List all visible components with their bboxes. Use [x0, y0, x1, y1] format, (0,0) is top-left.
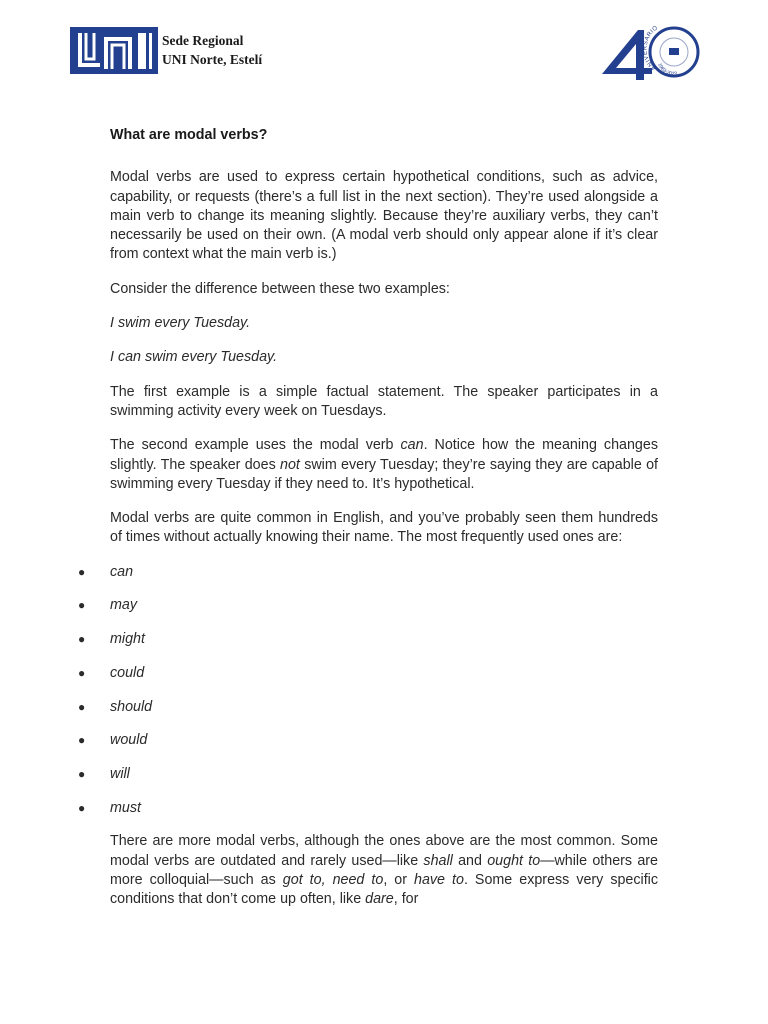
- modal-verb: should: [110, 698, 153, 715]
- anniversary-ring-text: ANIVERSARIO: [642, 25, 660, 72]
- bullet: ●: [78, 699, 86, 714]
- emphasis-not: not: [280, 456, 300, 473]
- text-span: , or: [383, 871, 414, 888]
- example-2: I can swim every Tuesday.: [110, 349, 278, 366]
- text-span: . Notice how the meaning changes slightly. The speaker does: [110, 437, 658, 473]
- text-span: The second example uses the modal verb: [110, 437, 401, 454]
- modal-verb: will: [110, 765, 130, 782]
- paragraph-more-modals: [110, 832, 658, 909]
- bullet: ●: [78, 632, 86, 647]
- institution-line1: Sede Regional: [162, 33, 244, 48]
- modal-verb: can: [110, 563, 134, 580]
- paragraph-intro: Modal verbs are used to express certain hypothetical conditions, such as advice, capability, or requests (there’s a full list in the next section). They’re used alongside a main verb to change its meaning slightly. Because they’re auxiliary verbs, they can’t necessarily be used on their own. (A modal verb should only appear alone if it’s clear from context what the main verb is.): [110, 169, 658, 263]
- bullet: ●: [78, 800, 86, 815]
- bullet: ●: [78, 766, 86, 781]
- modal-verb: might: [110, 631, 145, 648]
- page-title: What are modal verbs?: [110, 127, 268, 143]
- paragraph-common: Modal verbs are quite common in English, and you’ve probably seen them hundreds of times without actually knowing their name. The most frequently used ones are:: [110, 510, 658, 546]
- anniversary-years: 1983-2023: [656, 62, 678, 78]
- text-span: —while others are more colloquial—such as: [110, 852, 658, 888]
- list-item: [78, 765, 658, 784]
- paragraph-first-example: The first example is a simple factual statement. The speaker participates in a swimming activity every week on Tuesdays.: [110, 383, 658, 419]
- emphasis-shall: shall: [423, 852, 453, 869]
- paragraph-consider: Consider the difference between these two examples:: [110, 280, 450, 297]
- text-span: There are more modal verbs, although the ones above are the most common. Some modal verbs are outdated and rarely used—like: [110, 833, 658, 869]
- example-1: I swim every Tuesday.: [110, 315, 251, 332]
- list-item: [78, 698, 658, 717]
- bullet: ●: [78, 564, 86, 579]
- modal-verb-list: [78, 563, 658, 818]
- emphasis-can: can: [400, 437, 424, 454]
- paragraph-second-example: [110, 436, 658, 494]
- list-item: [78, 799, 658, 818]
- emphasis-dare: dare: [365, 891, 394, 908]
- document-body: [78, 126, 659, 924]
- modal-verb: may: [110, 597, 138, 614]
- bullet: ●: [78, 598, 86, 613]
- institution-line2: UNI Norte, Estelí: [162, 52, 263, 67]
- modal-verb: would: [110, 732, 148, 749]
- uni-logo: [70, 27, 158, 74]
- text-span: . Some express very specific conditions that don’t come up often, like: [110, 871, 659, 908]
- bullet: ●: [78, 665, 86, 680]
- list-item: [78, 596, 658, 615]
- text-span: , for: [393, 891, 419, 908]
- list-item: [78, 731, 658, 750]
- emphasis-have-to: have to: [414, 871, 464, 888]
- emphasis-ought-to: ought to: [487, 852, 541, 869]
- modal-verb: could: [110, 664, 145, 681]
- page-header: [0, 0, 768, 100]
- list-item: [78, 563, 658, 582]
- modal-verb: must: [110, 799, 141, 816]
- list-item: [78, 630, 658, 649]
- anniversary-logo: [598, 24, 702, 82]
- list-item: [78, 664, 658, 683]
- text-span: and: [452, 852, 488, 869]
- emphasis-got-need-to: got to, need to: [282, 871, 384, 888]
- institution-name: [162, 31, 262, 69]
- bullet: ●: [78, 733, 86, 748]
- text-span: swim every Tuesday; they’re saying they are capable of swimming every Tuesday if they need to. It’s hypothetical.: [110, 456, 658, 492]
